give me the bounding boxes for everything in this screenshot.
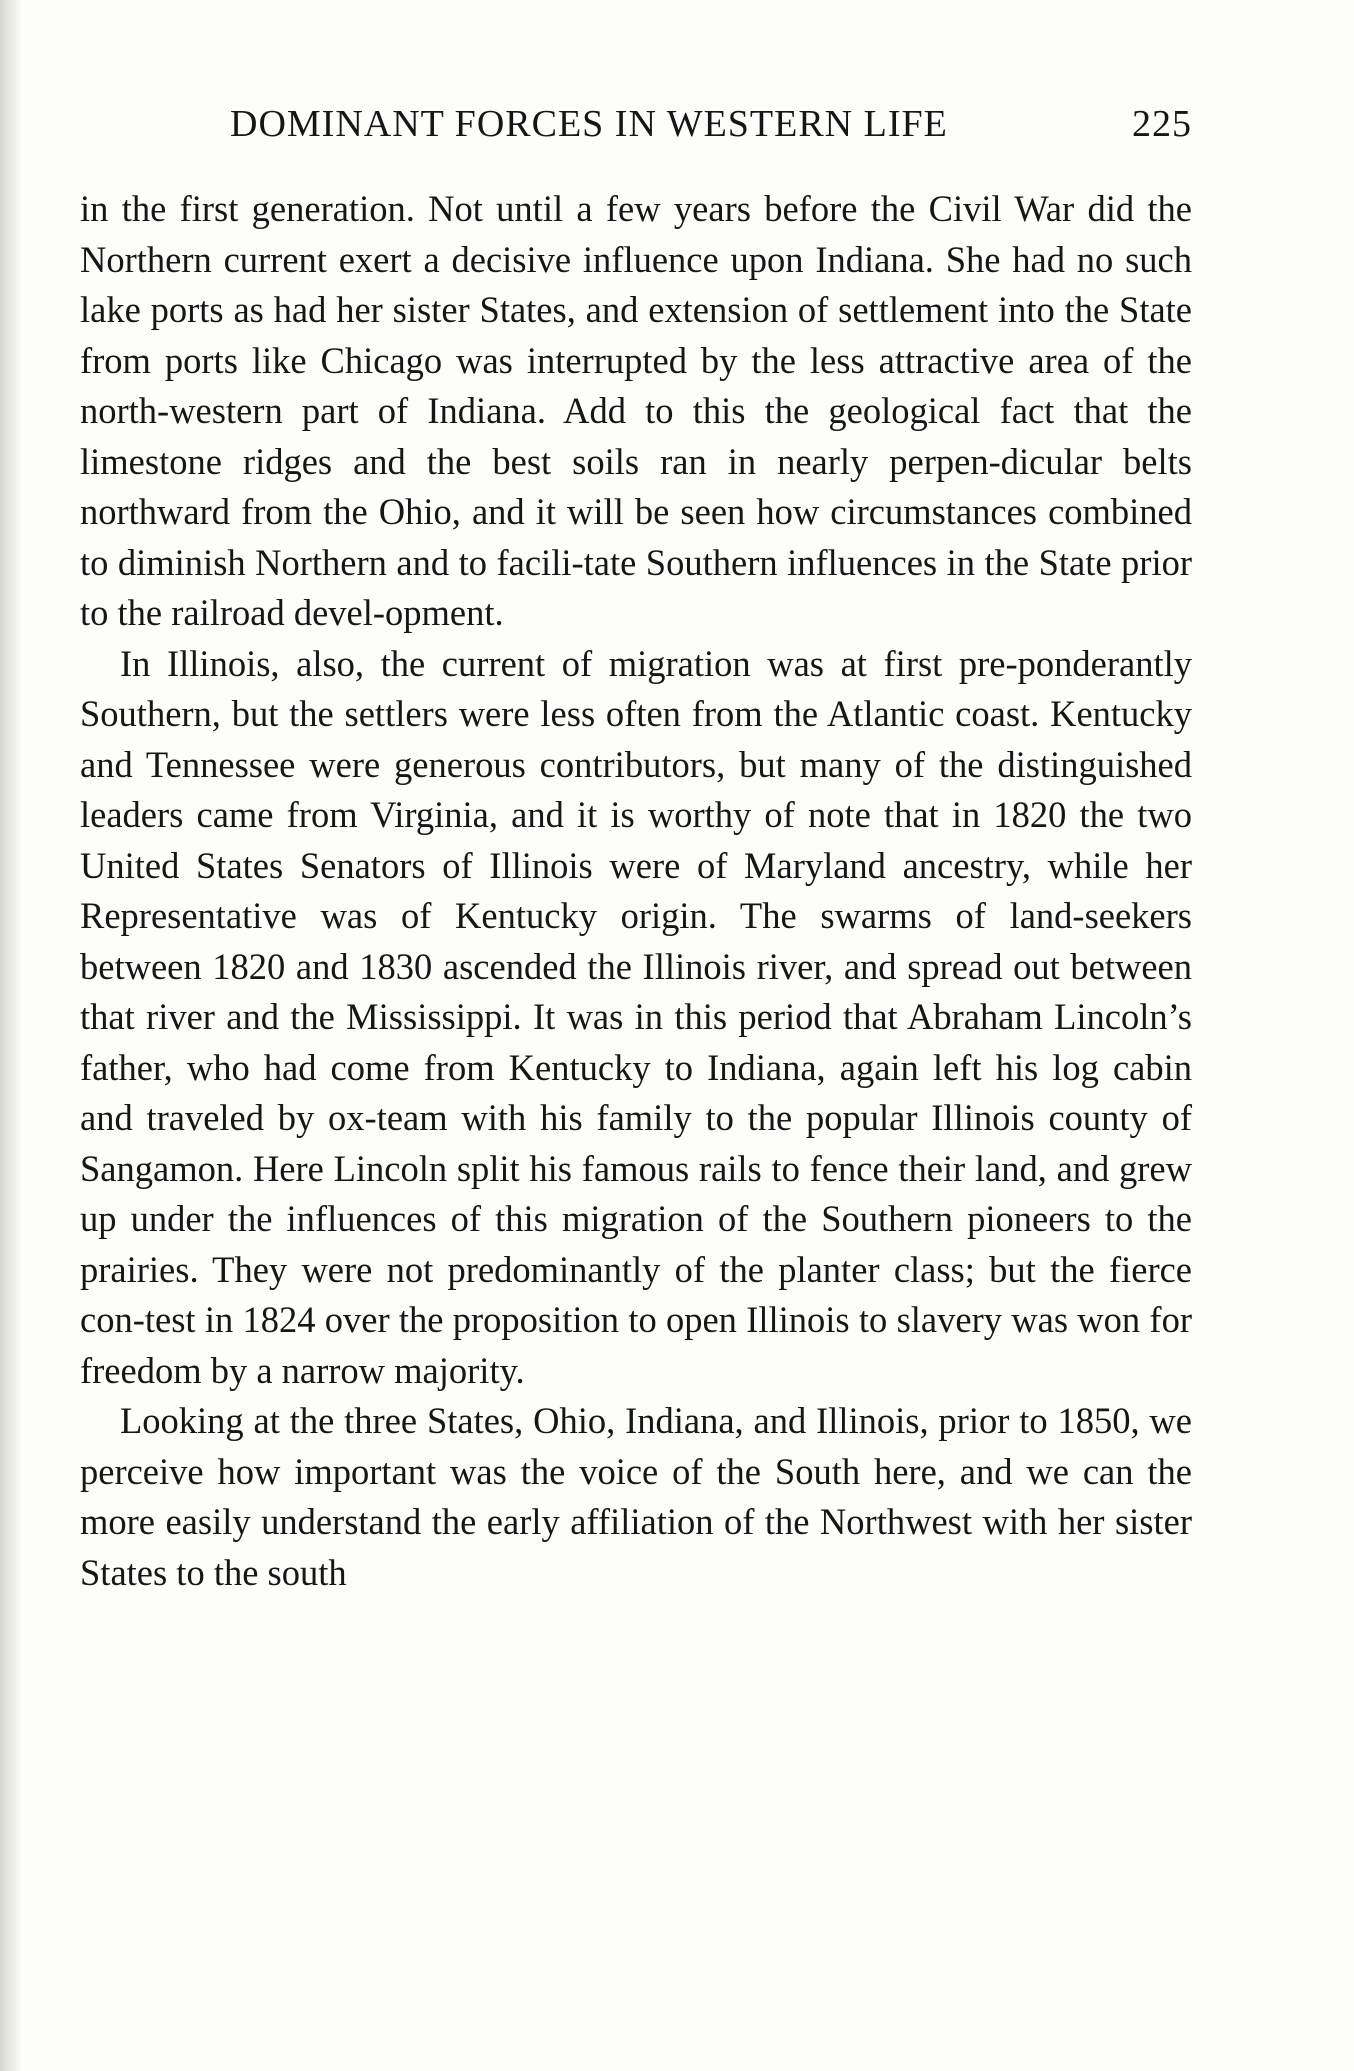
body-text <box>80 184 1192 1598</box>
running-title: DOMINANT FORCES IN WESTERN LIFE <box>230 103 948 145</box>
page-gutter-shadow <box>0 0 22 2071</box>
paragraph-continuation: in the first generation. Not until a few years before the Civil War did the Northern current exert a decisive influence upon Indiana. She had no such lake ports as had her sister States, and extension of settlement into the State from ports like Chicago was interrupted by the less attractive area of the north-western part of Indiana. Add to this the geological fact that the limestone ridges and the best soils ran in nearly perpen-dicular belts northward from the Ohio, and it will be seen how circumstances combined to diminish Northern and to facili-tate Southern influences in the State prior to the railroad devel-opment. <box>80 188 1192 633</box>
paragraph-three-states: Looking at the three States, Ohio, Indiana, and Illinois, prior to 1850, we perceive how important was the voice of the South here, and we can the more easily understand the early affiliation of the Northwest with her sister States to the south <box>80 1400 1192 1593</box>
book-page <box>80 100 1192 1598</box>
page-number: 225 <box>1132 103 1192 145</box>
running-head <box>80 100 1192 160</box>
paragraph-illinois: In Illinois, also, the current of migration was at first pre-ponderantly Southern, but the settlers were less often from the Atlantic coast. Kentucky and Tennessee were generous contributors, but many of the distinguished leaders came from Virginia, and it is worthy of note that in 1820 the two United States Senators of Illinois were of Maryland ancestry, while her Representative was of Kentucky origin. The swarms of land-seekers between 1820 and 1830 ascended the Illinois river, and spread out between that river and the Mississippi. It was in this period that Abraham Lincoln’s father, who had come from Kentucky to Indiana, again left his log cabin and traveled by ox-team with his family to the popular Illinois county of Sangamon. Here Lincoln split his famous rails to fence their land, and grew up under the influences of this migration of the Southern pioneers to the prairies. They were not predominantly of the planter class; but the fierce con-test in 1824 over the proposition to open Illinois to slavery was won for freedom by a narrow majority. <box>80 642 1192 1391</box>
